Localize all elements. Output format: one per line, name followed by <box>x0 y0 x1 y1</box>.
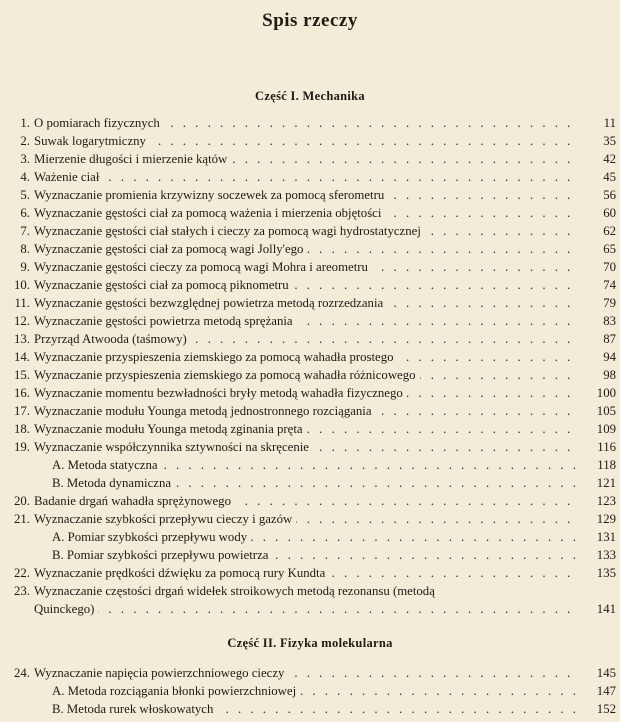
toc-entry-page: 45 <box>603 170 616 184</box>
toc-entry-page: 135 <box>596 566 616 580</box>
toc-entry-title: A. Pomiar szybkości przepływu wody <box>52 530 251 544</box>
toc-entry-title: Wyznaczanie prędkości dźwięku za pomocą rury Kundta <box>34 566 329 580</box>
toc-entry-title-wrap <box>34 600 580 618</box>
toc-entry-title: Wyznaczanie przyspieszenia ziemskiego za pomocą wahadła różnicowego <box>34 368 420 382</box>
toc-entry-number: 1. <box>20 116 30 130</box>
toc-entry <box>0 312 620 330</box>
toc-entry-title: Wyznaczanie gęstości bezwzględnej powietrza metodą rozrzedzania <box>34 296 387 310</box>
toc-entry-page: 129 <box>596 512 616 526</box>
toc-entry-title-wrap <box>52 682 580 700</box>
toc-entry-number: 22. <box>14 566 30 580</box>
toc-entry <box>0 402 620 420</box>
toc-entry <box>0 682 620 700</box>
toc-entry <box>0 204 620 222</box>
toc-entry-title: Wyznaczanie częstości drgań widełek stroikowych metodą rezonansu (metodą <box>34 584 439 598</box>
toc-entry-title: Wyznaczanie gęstości ciał za pomocą ważenia i mierzenia objętości <box>34 206 385 220</box>
toc-entry <box>0 222 620 240</box>
toc-entry-title: Wyznaczanie gęstości ciał za pomocą piknometru <box>34 278 293 292</box>
toc-entry <box>0 420 620 438</box>
toc-entry <box>0 438 620 456</box>
toc-entry-title: Suwak logarytmiczny <box>34 134 150 148</box>
toc-entry-title: Quinckego) <box>34 602 98 616</box>
toc-entry-title-wrap <box>52 546 580 564</box>
toc-entry-page: 100 <box>596 386 616 400</box>
toc-entry-title: Wyznaczanie modułu Younga metodą jednostronnego rozciągania <box>34 404 376 418</box>
toc-entry-number: 12. <box>14 314 30 328</box>
toc-entry-title: Wyznaczanie szybkości przepływu cieczy i gazów <box>34 512 296 526</box>
toc-entry-title: O pomiarach fizycznych <box>34 116 164 130</box>
toc-entry-page: 87 <box>603 332 616 346</box>
toc-entry-title-wrap <box>34 276 580 294</box>
toc-entry-page: 65 <box>603 242 616 256</box>
toc-entry-title-wrap <box>34 384 580 402</box>
toc-entry <box>0 564 620 582</box>
toc-entry-number: 3. <box>20 152 30 166</box>
toc-entry-title-wrap <box>52 474 580 492</box>
toc-entry-title-wrap <box>34 258 580 276</box>
toc-entry-title-wrap <box>34 510 580 528</box>
toc-entry <box>0 492 620 510</box>
toc-entry <box>0 664 620 682</box>
toc-entry-title: Wyznaczanie momentu bezwładności bryły metodą wahadła fizycznego <box>34 386 407 400</box>
toc-entry-page: 118 <box>597 458 616 472</box>
toc-entry <box>0 456 620 474</box>
toc-entry <box>0 474 620 492</box>
toc-entry-page: 83 <box>603 314 616 328</box>
toc-entry-title: Wyznaczanie współczynnika sztywności na skręcenie <box>34 440 313 454</box>
toc-entry-number: 20. <box>14 494 30 508</box>
toc-entry-title: Wyznaczanie promienia krzywizny soczewek za pomocą sferometru <box>34 188 388 202</box>
toc-entry-title-wrap <box>34 114 580 132</box>
toc-entry-title: B. Metoda rurek włoskowatych <box>52 702 217 716</box>
toc-entry-page: 105 <box>596 404 616 418</box>
toc-entry-title: A. Metoda rozciągania błonki powierzchniowej <box>52 684 300 698</box>
toc-entry-title-wrap <box>52 700 580 718</box>
toc-entry-page: 123 <box>596 494 616 508</box>
toc-entry <box>0 600 620 618</box>
toc-entry <box>0 276 620 294</box>
toc-entry-number: 14. <box>14 350 30 364</box>
toc-entry-title-wrap <box>34 222 580 240</box>
toc-entry-page: 98 <box>603 368 616 382</box>
toc-entry-page: 74 <box>603 278 616 292</box>
toc-entry-number: 9. <box>20 260 30 274</box>
toc-entry <box>0 582 620 600</box>
toc-entry-title: B. Pomiar szybkości przepływu powietrza <box>52 548 272 562</box>
toc-entry <box>0 186 620 204</box>
toc-entry-page: 116 <box>597 440 616 454</box>
toc-entry-number: 24. <box>14 666 30 680</box>
toc-entry-title-wrap <box>34 582 580 600</box>
toc-entry-page: 35 <box>603 134 616 148</box>
toc-entry-number: 11. <box>14 296 30 310</box>
toc-entry-number: 19. <box>14 440 30 454</box>
toc-entry-number: 16. <box>14 386 30 400</box>
toc-entry-title-wrap <box>34 294 580 312</box>
toc-entry-number: 13. <box>14 332 30 346</box>
toc-entry <box>0 366 620 384</box>
toc-entry <box>0 700 620 718</box>
toc-entry-title-wrap <box>34 564 580 582</box>
toc-entry-title-wrap <box>34 438 580 456</box>
toc-entry-number: 18. <box>14 422 30 436</box>
toc-entry <box>0 258 620 276</box>
toc-entry <box>0 546 620 564</box>
toc-entry-page: 60 <box>603 206 616 220</box>
toc-entry-title: Mierzenie długości i mierzenie kątów <box>34 152 231 166</box>
toc-entry-page: 141 <box>596 602 616 616</box>
part-heading-molecular: Część II. Fizyka molekularna <box>227 636 393 650</box>
toc-entry-title: Wyznaczanie gęstości cieczy za pomocą wagi Mohra i areometru <box>34 260 372 274</box>
toc-entry-number: 10. <box>14 278 30 292</box>
toc-entry-title-wrap <box>34 366 580 384</box>
toc-entry-title-wrap <box>34 132 580 150</box>
toc-entry-number: 15. <box>14 368 30 382</box>
toc-entry <box>0 348 620 366</box>
toc-entry-page: 79 <box>603 296 616 310</box>
toc-entry <box>0 528 620 546</box>
toc-entry <box>0 240 620 258</box>
toc-entry-page: 94 <box>603 350 616 364</box>
toc-entry-title-wrap <box>34 348 580 366</box>
toc-entry-number: 4. <box>20 170 30 184</box>
toc-entry <box>0 330 620 348</box>
toc-entry-title-wrap <box>34 168 580 186</box>
toc-entry-title: Ważenie ciał <box>34 170 103 184</box>
toc-entry <box>0 114 620 132</box>
toc-entry-page: 109 <box>596 422 616 436</box>
toc-entry <box>0 150 620 168</box>
toc-entry-title: A. Metoda statyczna <box>52 458 162 472</box>
toc-entry-number: 7. <box>20 224 30 238</box>
toc-entry <box>0 384 620 402</box>
toc-entry-title: Wyznaczanie gęstości powietrza metodą sprężania <box>34 314 297 328</box>
toc-entry-title-wrap <box>34 150 580 168</box>
toc-entry <box>0 132 620 150</box>
toc-entry-page: 70 <box>603 260 616 274</box>
toc-entry-page: 121 <box>596 476 616 490</box>
toc-entry <box>0 294 620 312</box>
toc-entry-page: 11 <box>603 116 616 130</box>
toc-list-part-1 <box>0 114 620 618</box>
toc-entry <box>0 168 620 186</box>
toc-entry-number: 23. <box>14 584 30 598</box>
toc-entry-title-wrap <box>34 186 580 204</box>
toc-entry-title: Wyznaczanie gęstości ciał stałych i cieczy za pomocą wagi hydrostatycznej <box>34 224 425 238</box>
toc-entry-number: 17. <box>14 404 30 418</box>
toc-entry-page: 147 <box>596 684 616 698</box>
toc-entry-title: B. Metoda dynamiczna <box>52 476 175 490</box>
toc-entry-title-wrap <box>34 420 580 438</box>
toc-list-part-2 <box>0 664 620 718</box>
toc-entry-title: Wyznaczanie gęstości ciał za pomocą wagi Jolly'ego <box>34 242 307 256</box>
toc-entry-title: Przyrząd Atwooda (taśmowy) <box>34 332 191 346</box>
toc-entry-number: 6. <box>20 206 30 220</box>
toc-entry-title-wrap <box>34 240 580 258</box>
toc-entry-title-wrap <box>34 492 580 510</box>
toc-entry-page: 56 <box>603 188 616 202</box>
toc-entry <box>0 510 620 528</box>
toc-entry-title: Badanie drgań wahadła sprężynowego <box>34 494 235 508</box>
page-title: Spis rzeczy <box>262 10 358 31</box>
toc-entry-title-wrap <box>34 330 580 348</box>
toc-entry-title: Wyznaczanie modułu Younga metodą zginania pręta <box>34 422 307 436</box>
toc-entry-title: Wyznaczanie napięcia powierzchniowego cieczy <box>34 666 288 680</box>
toc-entry-page: 145 <box>596 666 616 680</box>
toc-entry-page: 131 <box>596 530 616 544</box>
toc-entry-title-wrap <box>52 528 580 546</box>
toc-entry-title-wrap <box>34 402 580 420</box>
part-heading-mechanics: Część I. Mechanika <box>255 89 365 103</box>
toc-entry-title-wrap <box>34 664 580 682</box>
toc-entry-title-wrap <box>34 312 580 330</box>
toc-entry-page: 62 <box>603 224 616 238</box>
toc-entry-title-wrap <box>52 456 580 474</box>
toc-entry-number: 8. <box>20 242 30 256</box>
toc-entry-title-wrap <box>34 204 580 222</box>
toc-entry-number: 21. <box>14 512 30 526</box>
toc-entry-number: 2. <box>20 134 30 148</box>
toc-entry-number: 5. <box>20 188 30 202</box>
toc-entry-page: 133 <box>596 548 616 562</box>
toc-entry-page: 152 <box>596 702 616 716</box>
toc-entry-page: 42 <box>603 152 616 166</box>
toc-entry-title: Wyznaczanie przyspieszenia ziemskiego za pomocą wahadła prostego <box>34 350 398 364</box>
